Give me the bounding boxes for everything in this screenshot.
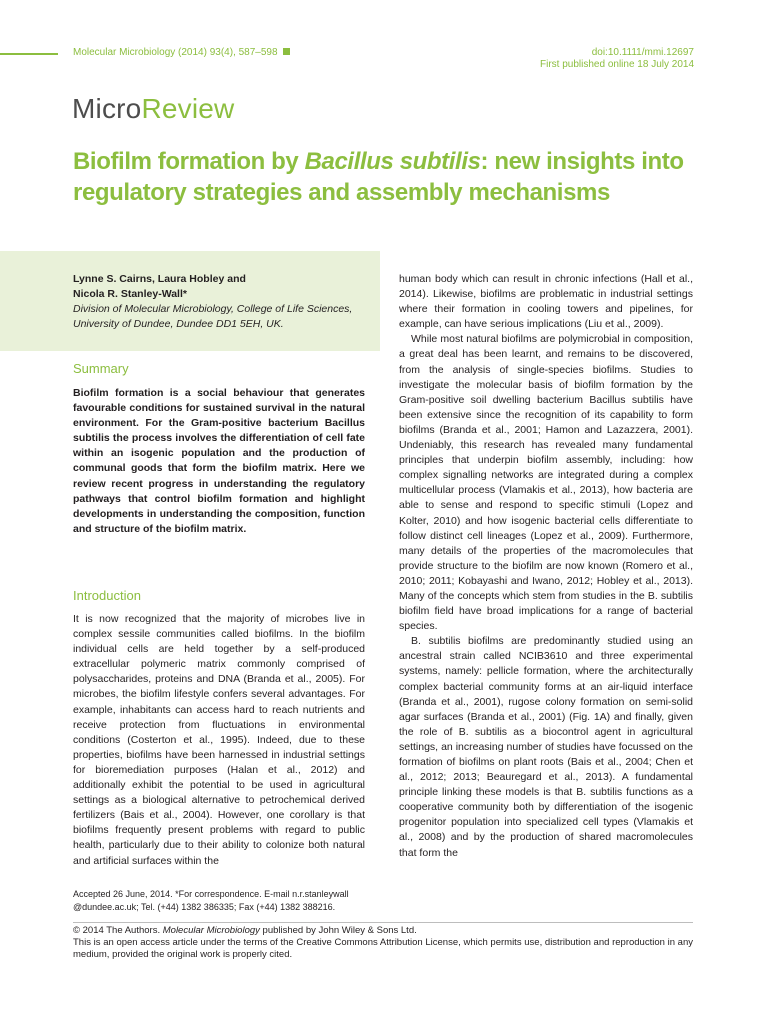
header-accent-rule [0, 53, 58, 55]
copyright-prefix: © 2014 The Authors. [73, 925, 163, 936]
license-block [73, 925, 693, 961]
license-text: This is an open access article under the terms of the Creative Commons Attribution License, which permits use, distribution and reproduction in any medium, provided the original work is properly cited. [73, 937, 693, 960]
doi-link[interactable]: doi:10.1111/mmi.12697 [591, 47, 694, 58]
intro-paragraph-1: It is now recognized that the majority of microbes live in complex sessile communities called biofilms. In the biofilm individual cells are held together by a self-produced extracellular polymeric matrix commonly comprised of polysaccharides, proteins and DNA (Branda et al., 2005). For microbes, the biofilm lifestyle confers several advantages. For example, inhabitants can access hard to reach nutrients and receive protection from fluctuations in environmental conditions (Costerton et al., 1995). Indeed, due to these properties, biofilms have been harnessed in industrial settings for bioremediation purposes (Halan et al., 2012) and additionally exhibit the potential to be used in agricultural settings as a biological alternative to petrochemical derived fertilizers (Bais et al., 2004). However, one corollary is that biofilms frequently present problems with regard to public health, particularly due to their ability to colonize both natural and artificial surfaces within the [73, 613, 365, 867]
brand-micro: Micro [72, 93, 142, 124]
footer-divider [73, 922, 693, 923]
summary-text: Biofilm formation is a social behaviour that generates favourable conditions for sustained survival in the natural environment. For the Gram-positive bacterium Bacillus subtilis the process involves the differentiation of cell fate within an isogenic population and the production of communal goods that form the biofilm matrix. Here we review recent progress in understanding the regulatory pathways that control biofilm formation and highlight developments in understanding the composition, function and structure of the biofilm matrix. [73, 387, 365, 535]
published-date: First published online 18 July 2014 [540, 59, 694, 70]
author-names-line1: Lynne S. Cairns, Laura Hobley and [73, 273, 246, 285]
intro-left-column [73, 612, 365, 869]
section-brand [72, 93, 234, 125]
brand-review: Review [141, 93, 235, 124]
title-part1: Biofilm formation by [73, 148, 305, 175]
right-column [399, 272, 693, 861]
copyright-journal: Molecular Microbiology [162, 925, 260, 936]
author-block [73, 272, 373, 332]
title-species: Bacillus subtilis [304, 148, 481, 175]
author-affiliation: Division of Molecular Microbiology, College of Life Sciences, University of Dundee, Dundee DD1 5EH, UK. [73, 303, 353, 330]
intro-paragraph-continued: human body which can result in chronic infections (Hall et al., 2014). Likewise, biofilms are problematic in industrial settings where their formation in cooling towers and pipelines, for example, can have serious implications (Liu et al., 2009). [399, 273, 693, 331]
summary-column [73, 386, 365, 537]
copyright-suffix: published by John Wiley & Sons Ltd. [259, 925, 417, 936]
intro-paragraph-3: B. subtilis biofilms are predominantly studied using an ancestral strain called NCIB3610 and three experimental systems, namely: pellicle formation, where the architecturally complex bacterial community forms at an air-liquid interface (Branda et al., 2001), rugose colony formation on semi-solid agar surfaces (Branda et al., 2001) (Fig. 1A) and finally, given the role of B. subtilis as a biocontrol agent in agricultural settings, an increasing number of studies have focussed on the formation of biofilms on plant roots (Bais et al., 2004; Chen et al., 2012; 2013; Beauregard et al., 2013). A fundamental principle linking these models is that B. subtilis functions as a cooperative community both by differentiation of the isogenic progenitor population into specialized cell types (Vlamakis et al., 2008) and by the production of shared macromolecules that form the [399, 635, 693, 859]
square-bullet-icon [283, 48, 290, 55]
correspondence-footnote [73, 888, 365, 913]
footnote-line1: Accepted 26 June, 2014. *For correspondence. E-mail n.r.stanleywall [73, 889, 349, 899]
summary-heading: Summary [73, 361, 129, 376]
footnote-line2: @dundee.ac.uk; Tel. (+44) 1382 386335; Fax (+44) 1382 388216. [73, 901, 336, 912]
intro-paragraph-2: While most natural biofilms are polymicrobial in composition, a great deal has been learnt, and remains to be discovered, from the analysis of single-species biofilms. Studies to investigate the molecular basis of biofilm formation by the Gram-positive soil dwelling bacterium Bacillus subtilis have been extensive since the recognition of its capability to form biofilms (Branda et al., 2001; Hamon and Lazazzera, 2001). Undeniably, this research has revealed many fundamental principles that underpin biofilm assembly, including: how complex signalling networks are integrated during a complex multicellular process (Vlamakis et al., 2013), how bacteria are able to sense and respond to specific stimuli (Lopez and Kolter, 2010) and how isogenic bacterial cells differentiate to follow distinct cell lineages (Lopez et al., 2009). Furthermore, many details of the properties of the macromolecules that provide structure to the biofilm are now known (Romero et al., 2010; 2011; Kobayashi and Iwano, 2012; Hobley et al., 2013). Many of the concepts which stem from studies in the B. subtilis biofilm field have broad implications for a range of bacterial species. [399, 333, 693, 633]
author-names-line2: Nicola R. Stanley-Wall* [73, 288, 187, 300]
article-title [73, 146, 693, 208]
title-part2: : new insights into regulatory strategies and assembly mechanisms [73, 148, 684, 206]
journal-citation [73, 47, 290, 58]
doi-block [540, 47, 694, 71]
copyright-line [73, 925, 693, 937]
introduction-heading: Introduction [73, 588, 141, 603]
journal-citation-text: Molecular Microbiology (2014) 93(4), 587–598 [73, 47, 278, 58]
